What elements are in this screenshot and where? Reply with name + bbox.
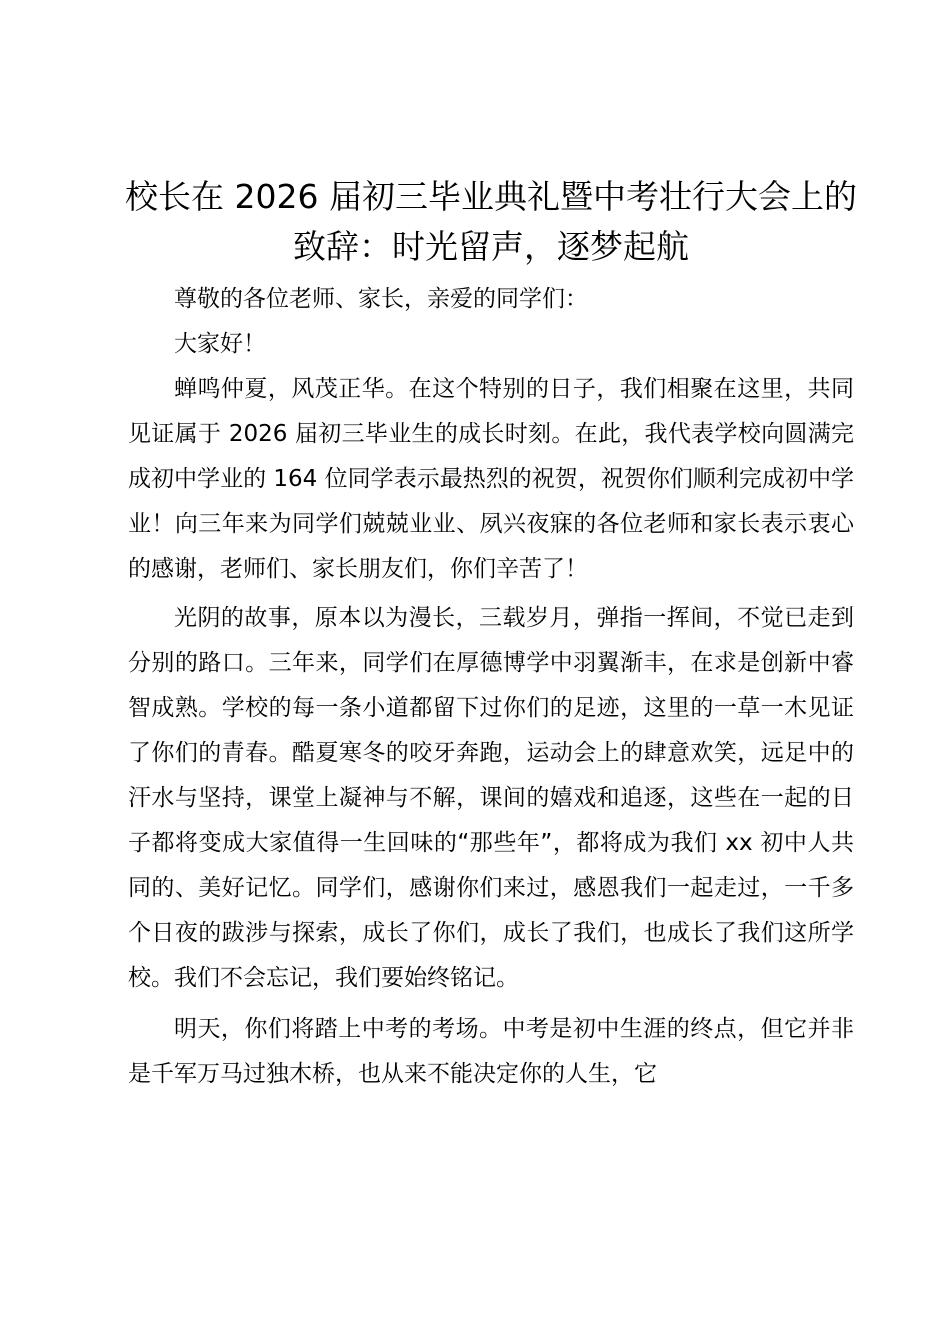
salutation-paragraph: 尊敬的各位老师、家长，亲爱的同学们：	[174, 286, 588, 312]
document-body	[128, 277, 854, 1097]
body-paragraph-1: 蝉鸣仲夏，风茂正华。在这个特别的日子，我们相聚在这里，共同见证属于 2026 届初三毕业生的成长时刻。在此，我代表学校向圆满完成初中学业的 164 位同学表示最热烈的祝贺，祝贺你们顺利完成初中学业！向三年来为同学们兢兢业业、夙兴夜寐的各位老师和家长表示衷心的感谢，老师们、家长朋友们，你们辛苦了！	[128, 376, 854, 582]
body-paragraph-3: 明天，你们将踏上中考的考场。中考是初中生涯的终点，但它并非是千军万马过独木桥，也从来不能决定你的人生，它	[128, 1016, 854, 1087]
document-title: 校长在 2026 届初三毕业典礼暨中考壮行大会上的致辞：时光留声，逐梦起航	[125, 177, 857, 266]
greeting-paragraph: 大家好！	[174, 331, 266, 357]
body-paragraph-2: 光阴的故事，原本以为漫长，三载岁月，弹指一挥间，不觉已走到分别的路口。三年来，同学们在厚德博学中羽翼渐丰，在求是创新中睿智成熟。学校的每一条小道都留下过你们的足迹，这里的一草一木见证了你们的青春。酷夏寒冬的咬牙奔跑，运动会上的肆意欢笑，远足中的汗水与坚持，课堂上凝神与不解，课间的嬉戏和追逐，这些在一起的日子都将变成大家值得一生回味的“那些年”，都将成为我们 xx 初中人共同的、美好记忆。同学们，感谢你们来过，感恩我们一起走过，一千多个日夜的跋涉与探索，成长了你们，成长了我们，也成长了我们这所学校。我们不会忘记，我们要始终铭记。	[128, 605, 854, 991]
document-page	[125, 172, 857, 1097]
